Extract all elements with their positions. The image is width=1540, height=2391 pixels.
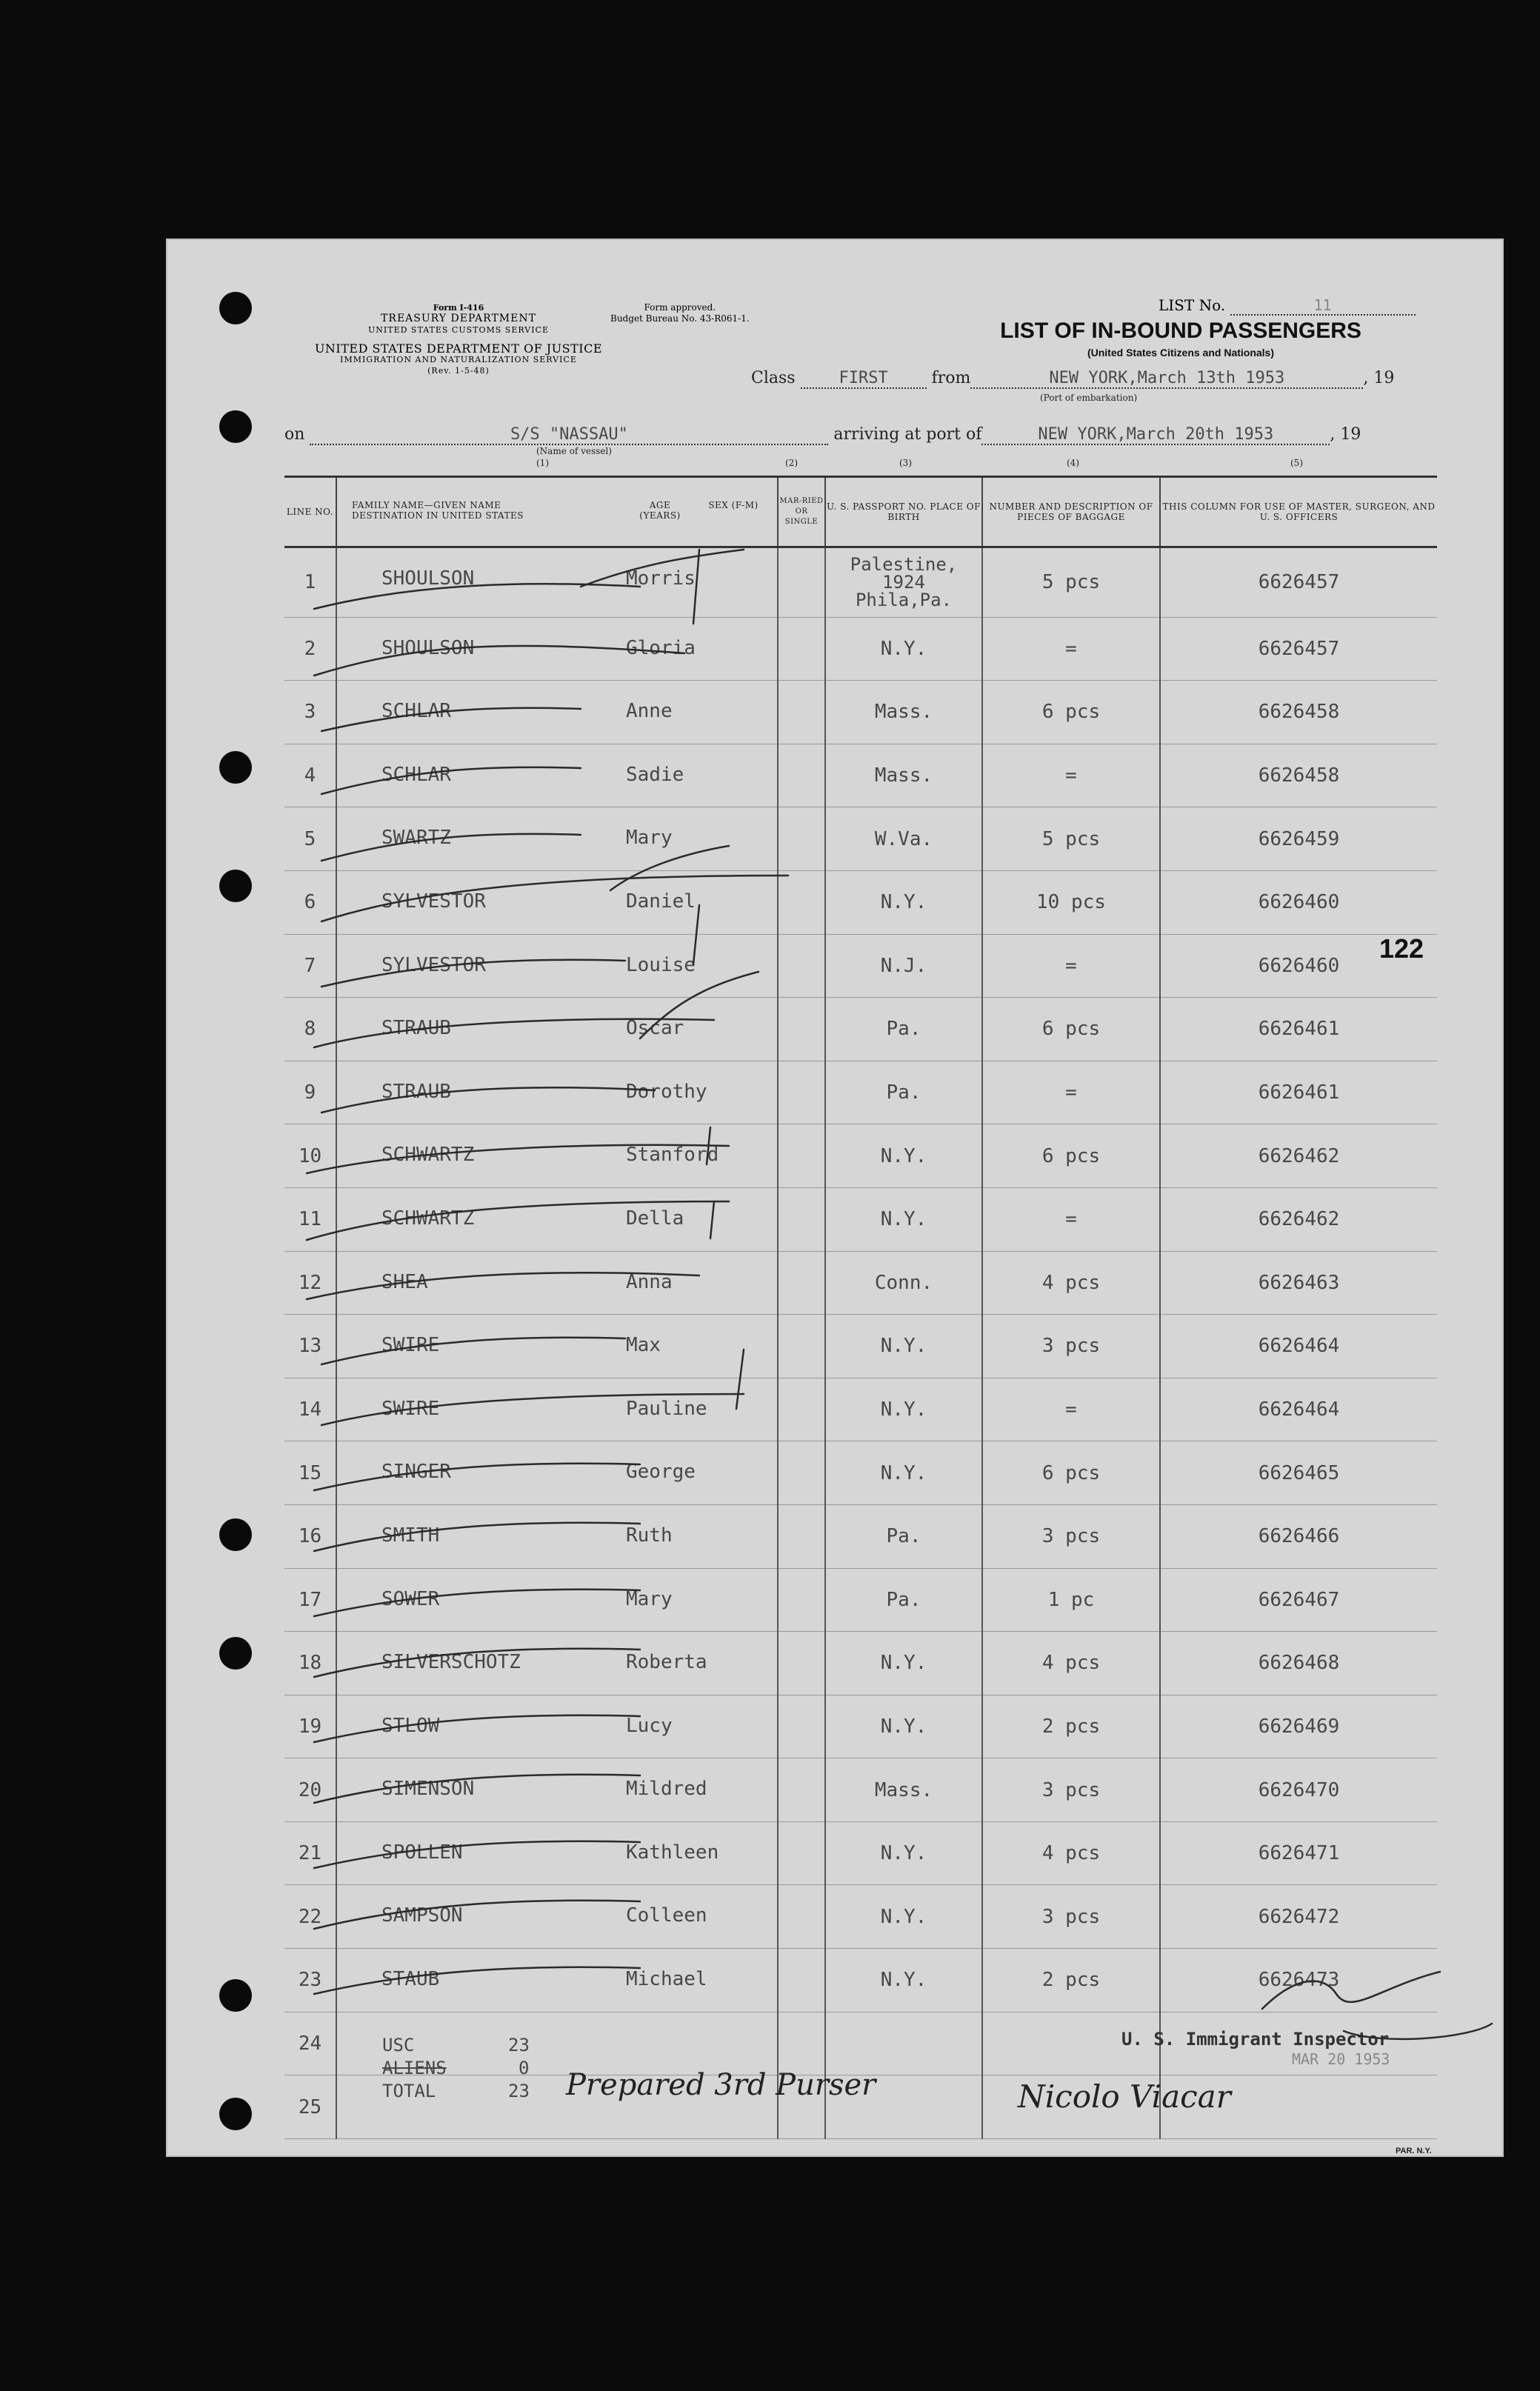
vessel-caption: (Name of vessel) [536, 446, 612, 456]
binder-hole [219, 870, 252, 902]
name-cell [336, 1758, 778, 1822]
binder-hole [219, 1979, 252, 2012]
officer-number: 6626459 [1160, 807, 1437, 871]
married-status [778, 1315, 825, 1378]
place-of-birth: N.Y. [825, 1441, 982, 1505]
table-row [284, 1632, 1437, 1695]
line-number: 21 [284, 1821, 336, 1885]
officer-number: 6626461 [1160, 998, 1437, 1061]
class-label: Class [751, 369, 796, 387]
baggage-count: 3 pcs [982, 1885, 1160, 1949]
year-suffix: , 19 [1363, 369, 1395, 387]
line-number: 23 [284, 1949, 336, 2012]
name-cell [336, 998, 778, 1061]
aliens-count-row [382, 2057, 530, 2080]
table-row [284, 1885, 1437, 1949]
officer-number: 6626457 [1160, 617, 1437, 681]
family-name: SOWER [381, 1587, 440, 1610]
table-row [284, 547, 1437, 618]
place-of-birth: Pa. [825, 1061, 982, 1124]
married-status [778, 617, 825, 681]
family-name: STAUB [381, 1968, 440, 1991]
place-of-birth: N.Y. [825, 1695, 982, 1758]
baggage-count: 1 pc [982, 1568, 1160, 1632]
given-name: Ruth [626, 1524, 673, 1547]
family-name: SPOLLEN [381, 1841, 463, 1864]
given-name: Anne [626, 700, 673, 723]
family-name: SWIRE [381, 1397, 440, 1420]
line-number: 25 [284, 2075, 336, 2139]
place-of-birth: N.Y. [825, 617, 982, 681]
baggage-count: = [982, 744, 1160, 807]
officer-number: 6626471 [1160, 1821, 1437, 1885]
given-name: Max [626, 1334, 661, 1357]
place-of-birth: N.Y. [825, 1187, 982, 1251]
name-cell [336, 547, 778, 618]
treasury-dept: TREASURY DEPARTMENT [381, 313, 536, 324]
binder-hole [219, 2098, 252, 2130]
place-of-birth: N.Y. [825, 870, 982, 934]
family-name: SHEA [381, 1270, 428, 1293]
arriving-value: NEW YORK,March 20th 1953 [981, 425, 1330, 445]
column-number: (1) [536, 458, 549, 468]
name-cell [336, 681, 778, 744]
family-name: SYLVESTOR [381, 953, 486, 976]
name-cell [336, 1187, 778, 1251]
officer-number: 6626462 [1160, 1187, 1437, 1251]
place-of-birth: Conn. [825, 1251, 982, 1315]
baggage-count: 3 pcs [982, 1504, 1160, 1568]
baggage-count: = [982, 1378, 1160, 1441]
baggage-count: 3 pcs [982, 1315, 1160, 1378]
form-number: Form I-416 [433, 303, 484, 313]
given-name: Dorothy [626, 1080, 707, 1103]
baggage-count: 4 pcs [982, 1632, 1160, 1695]
vessel-line [284, 425, 1361, 445]
baggage-count: 2 pcs [982, 1695, 1160, 1758]
given-name: Morris [626, 567, 696, 590]
approval-line: Form approved. [644, 302, 716, 313]
name-cell [336, 1378, 778, 1441]
married-status [778, 807, 825, 871]
table-header-row [284, 477, 1437, 547]
name-cell [336, 1315, 778, 1378]
binder-hole [219, 292, 252, 324]
header-age: AGE (YEARS) [639, 500, 681, 521]
officer-number: 6626465 [1160, 1441, 1437, 1505]
married-status [778, 1251, 825, 1315]
place-of-birth: N.Y. [825, 1949, 982, 2012]
given-name: Oscar [626, 1017, 684, 1040]
officer-number: 6626470 [1160, 1758, 1437, 1822]
justice-dept: UNITED STATES DEPARTMENT OF JUSTICE [314, 341, 603, 356]
place-of-birth: Mass. [825, 744, 982, 807]
line-number: 3 [284, 681, 336, 744]
given-name: Sadie [626, 763, 684, 786]
line-number: 11 [284, 1187, 336, 1251]
usc-label: USC [382, 2035, 415, 2055]
married-status [778, 2012, 825, 2075]
table-row [284, 744, 1437, 807]
married-status [778, 1568, 825, 1632]
family-name: SCHLAR [381, 763, 451, 786]
header-officers: THIS COLUMN FOR USE OF MASTER, SURGEON, AND U. S. OFFICERS [1160, 477, 1437, 547]
baggage-count: 6 pcs [982, 681, 1160, 744]
name-cell [336, 617, 778, 681]
place-of-birth: Mass. [825, 1758, 982, 1822]
binder-hole [219, 410, 252, 443]
line-number: 1 [284, 547, 336, 618]
name-cell [336, 1124, 778, 1188]
printer-mark: PAR. N.Y. [1396, 2147, 1432, 2155]
family-name: SWARTZ [381, 827, 451, 850]
officer-number: 6626464 [1160, 1378, 1437, 1441]
given-name: Michael [626, 1968, 707, 1991]
place-of-birth: N.Y. [825, 1315, 982, 1378]
officer-number: 6626460 [1160, 934, 1437, 998]
place-of-birth: Pa. [825, 998, 982, 1061]
binder-hole [219, 1518, 252, 1551]
married-status [778, 998, 825, 1061]
from-value: NEW YORK,March 13th 1953 [970, 369, 1363, 389]
aliens-label: ALIENS [382, 2058, 447, 2078]
header-name-destination: FAMILY NAME—GIVEN NAME DESTINATION IN UNITED STATES [352, 500, 524, 521]
married-status [778, 1187, 825, 1251]
name-cell [336, 1504, 778, 1568]
name-cell [336, 1061, 778, 1124]
place-of-birth: Mass. [825, 681, 982, 744]
officer-number: 6626457 [1160, 547, 1437, 618]
baggage-count: = [982, 934, 1160, 998]
page-title: LIST OF IN-BOUND PASSENGERS [1000, 319, 1361, 343]
name-cell [336, 1885, 778, 1949]
column-number: (2) [785, 458, 798, 468]
name-cell [336, 934, 778, 998]
table-row [284, 1949, 1437, 2012]
officer-number: 6626461 [1160, 1061, 1437, 1124]
married-status [778, 1124, 825, 1188]
line-number: 13 [284, 1315, 336, 1378]
married-status [778, 744, 825, 807]
baggage-count: 2 pcs [982, 1949, 1160, 2012]
place-of-birth [825, 2012, 982, 2075]
place-of-birth: N.Y. [825, 1124, 982, 1188]
officer-number: 6626466 [1160, 1504, 1437, 1568]
officer-number: 6626467 [1160, 1568, 1437, 1632]
table-row [284, 998, 1437, 1061]
family-name: STRAUB [381, 1080, 451, 1103]
line-number: 24 [284, 2012, 336, 2075]
family-name: SAMPSON [381, 1904, 463, 1927]
given-name: Roberta [626, 1651, 707, 1674]
binder-hole [219, 1637, 252, 1670]
baggage-count: 10 pcs [982, 870, 1160, 934]
place-of-birth: N.Y. [825, 1378, 982, 1441]
header-passport: U. S. PASSPORT NO. PLACE OF BIRTH [825, 477, 982, 547]
page-number: 122 [1379, 933, 1424, 964]
married-status [778, 1441, 825, 1505]
table-row [284, 934, 1437, 998]
place-of-birth: Pa. [825, 1504, 982, 1568]
manifest-sheet [166, 239, 1504, 2157]
from-label: from [931, 369, 971, 387]
customs-service: UNITED STATES CUSTOMS SERVICE [368, 325, 549, 335]
officer-number: 6626460 [1160, 870, 1437, 934]
family-name: SMITH [381, 1524, 440, 1547]
line-number: 18 [284, 1632, 336, 1695]
table-row [284, 1378, 1437, 1441]
place-of-birth: N.Y. [825, 1632, 982, 1695]
baggage-count: 3 pcs [982, 1758, 1160, 1822]
baggage-count: 6 pcs [982, 1441, 1160, 1505]
given-name: Kathleen [626, 1841, 719, 1864]
married-status [778, 1632, 825, 1695]
baggage-count: 4 pcs [982, 1251, 1160, 1315]
baggage-count: 4 pcs [982, 1821, 1160, 1885]
officer-number: 6626472 [1160, 1885, 1437, 1949]
table-row [284, 1758, 1437, 1822]
table-row [284, 1061, 1437, 1124]
baggage-count: 5 pcs [982, 807, 1160, 871]
officer-number: 6626458 [1160, 744, 1437, 807]
table-row [284, 1124, 1437, 1188]
baggage-count: = [982, 617, 1160, 681]
married-status [778, 1504, 825, 1568]
header-married: MAR-RIED OR SINGLE [778, 477, 825, 547]
married-status [778, 547, 825, 618]
table-row [284, 1251, 1437, 1315]
place-of-birth: Pa. [825, 1568, 982, 1632]
line-number: 4 [284, 744, 336, 807]
family-name: STLOW [381, 1714, 440, 1737]
officer-number: 6626463 [1160, 1251, 1437, 1315]
header-baggage: NUMBER AND DESCRIPTION OF PIECES OF BAGGAGE [982, 477, 1160, 547]
officer-number: 6626469 [1160, 1695, 1437, 1758]
given-name: Daniel [626, 890, 696, 913]
date-stamp: MAR 20 1953 [1292, 2050, 1390, 2068]
table-row [284, 681, 1437, 744]
officer-number: 6626458 [1160, 681, 1437, 744]
given-name: Mary [626, 1587, 673, 1610]
family-name: SIMENSON [381, 1778, 475, 1801]
family-name: SHOULSON [381, 567, 475, 590]
arriving-label: arriving at port of [833, 425, 982, 444]
total-count: 23 [508, 2081, 530, 2101]
given-name: Anna [626, 1270, 673, 1293]
year-suffix: , 19 [1330, 425, 1361, 444]
line-number: 2 [284, 617, 336, 681]
given-name: Stanford [626, 1144, 719, 1167]
form-approval [610, 302, 750, 324]
column-number: (5) [1290, 458, 1303, 468]
officer-number: 6626462 [1160, 1124, 1437, 1188]
port-embarkation-caption: (Port of embarkation) [1040, 393, 1138, 403]
given-name: Louise [626, 953, 696, 976]
married-status [778, 681, 825, 744]
married-status [778, 934, 825, 998]
line-number: 6 [284, 870, 336, 934]
married-status [778, 1378, 825, 1441]
baggage-count: = [982, 1187, 1160, 1251]
table-row [284, 1695, 1437, 1758]
place-of-birth: N.Y. [825, 1885, 982, 1949]
family-name: SWIRE [381, 1334, 440, 1357]
name-cell [336, 1441, 778, 1505]
table-row [284, 1504, 1437, 1568]
form-header [284, 302, 633, 376]
line-number: 19 [284, 1695, 336, 1758]
on-label: on [284, 425, 305, 444]
page-subtitle: (United States Citizens and Nationals) [1087, 347, 1275, 359]
baggage-count: = [982, 1061, 1160, 1124]
officer-number: 6626464 [1160, 1315, 1437, 1378]
header-line-no: LINE NO. [284, 477, 336, 547]
name-cell [336, 1568, 778, 1632]
line-number: 14 [284, 1378, 336, 1441]
officer-number: 6626473 [1160, 1949, 1437, 2012]
family-name: SCHWARTZ [381, 1207, 475, 1230]
name-cell [336, 1632, 778, 1695]
married-status [778, 1885, 825, 1949]
line-number: 12 [284, 1251, 336, 1315]
officer-number: 6626468 [1160, 1632, 1437, 1695]
table-row [284, 807, 1437, 871]
given-name: Pauline [626, 1397, 707, 1420]
baggage-count: 6 pcs [982, 1124, 1160, 1188]
total-count-row [382, 2080, 530, 2103]
list-number [1159, 296, 1447, 316]
married-status [778, 1061, 825, 1124]
line-number: 16 [284, 1504, 336, 1568]
usc-count: 23 [508, 2035, 530, 2055]
table-row [284, 1187, 1437, 1251]
table-row [284, 1568, 1437, 1632]
header-name [336, 477, 778, 547]
family-name: SCHLAR [381, 700, 451, 723]
line-number: 22 [284, 1885, 336, 1949]
table-row [284, 1821, 1437, 1885]
table-row [284, 617, 1437, 681]
family-name: STRAUB [381, 1017, 451, 1040]
family-name: SINGER [381, 1461, 451, 1484]
vessel-name: S/S "NASSAU" [310, 425, 828, 445]
table-row [284, 1315, 1437, 1378]
line-number: 20 [284, 1758, 336, 1822]
family-name: SILVERSCHOTZ [381, 1651, 521, 1674]
married-status [778, 1949, 825, 2012]
married-status [778, 870, 825, 934]
table-row [284, 1441, 1437, 1505]
baggage-count: 6 pcs [982, 998, 1160, 1061]
line-number: 8 [284, 998, 336, 1061]
class-value: FIRST [801, 369, 927, 389]
given-name: Della [626, 1207, 684, 1230]
name-cell [336, 1821, 778, 1885]
name-cell [336, 1949, 778, 2012]
given-name: Mary [626, 827, 673, 850]
family-name: SYLVESTOR [381, 890, 486, 913]
name-cell [336, 807, 778, 871]
usc-count-row [382, 2034, 530, 2057]
place-of-birth: Palestine, 1924 Phila,Pa. [825, 547, 982, 618]
class-line [751, 369, 1394, 389]
given-name: Gloria [626, 636, 696, 659]
budget-bureau-line: Budget Bureau No. 43-R061-1. [610, 313, 750, 324]
list-number-label: LIST No. [1159, 296, 1226, 314]
passenger-table [284, 476, 1437, 2139]
married-status [778, 1821, 825, 1885]
name-cell [336, 1695, 778, 1758]
given-name: Lucy [626, 1714, 673, 1737]
line-number: 5 [284, 807, 336, 871]
line-number: 10 [284, 1124, 336, 1188]
given-name: Colleen [626, 1904, 707, 1927]
header-sex: SEX (F-M) [708, 500, 759, 510]
place-of-birth: N.Y. [825, 1821, 982, 1885]
ins-service: IMMIGRATION AND NATURALIZATION SERVICE [340, 355, 577, 364]
baggage-count: 5 pcs [982, 547, 1160, 618]
name-cell [336, 870, 778, 934]
line-number: 17 [284, 1568, 336, 1632]
form-revision: (Rev. 1-5-48) [427, 366, 490, 376]
aliens-count: 0 [519, 2058, 530, 2078]
place-of-birth: W.Va. [825, 807, 982, 871]
married-status [778, 1758, 825, 1822]
total-label: TOTAL [382, 2081, 436, 2101]
line-number: 9 [284, 1061, 336, 1124]
name-cell [336, 1251, 778, 1315]
married-status [778, 1695, 825, 1758]
column-number: (3) [899, 458, 912, 468]
binder-hole [219, 751, 252, 784]
purser-signature: Nicolo Viacar [1018, 2078, 1231, 2115]
given-name: Mildred [626, 1778, 707, 1801]
passenger-summary [382, 2034, 530, 2103]
line-number: 15 [284, 1441, 336, 1505]
line-number: 7 [284, 934, 336, 998]
family-name: SCHWARTZ [381, 1144, 475, 1167]
inspector-label: U. S. Immigrant Inspector [1121, 2029, 1390, 2050]
family-name: SHOULSON [381, 636, 475, 659]
table-row [284, 870, 1437, 934]
list-number-value: 11 [1230, 296, 1416, 316]
place-of-birth: N.J. [825, 934, 982, 998]
given-name: George [626, 1461, 696, 1484]
column-number: (4) [1067, 458, 1079, 468]
prepared-by-handwriting: Prepared 3rd Purser [566, 2068, 876, 2102]
name-cell [336, 744, 778, 807]
